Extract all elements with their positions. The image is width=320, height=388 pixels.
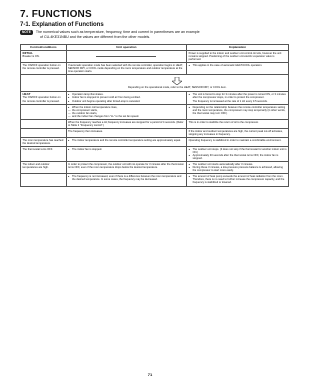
table-row — [21, 137, 289, 146]
explanation-bullet: ● This applies in the case of automatic HEAT/COOL operation. — [189, 64, 287, 67]
operation-bullet: ● The indoor fan is stopped. — [68, 148, 185, 151]
operation-dash-item: — the compressor starts, — [68, 109, 185, 112]
depending-text: Depending on the operational mode, refer to the HEAT, SENSOR DRY, or COOL item. — [127, 86, 227, 90]
explanation-text: The frequency is increased at the rate of 1 Hz every 0.5 seconds. — [192, 99, 268, 103]
explanation-text: This is in order to stabilize the return of oil to the compressor. — [187, 119, 289, 128]
note-model-text: of CU-4KE31NBU and the values are different from the other models. — [40, 34, 151, 39]
table-cell — [21, 51, 67, 63]
table-row — [21, 51, 289, 63]
operation-text: If automatic operation mode has been selected with the remote controller, operation begins in HEAT, SENSOR DRY, or COOL mode depending on the room temperature and outdoor temperature at the time operation starts. — [66, 63, 187, 75]
table-row — [21, 75, 289, 92]
mode-label-initial: INITIAL — [22, 51, 33, 56]
table-cell — [66, 104, 187, 119]
operation-dash-item: — and the indoor fan changes from "LL" to the set fan speed. — [68, 115, 185, 118]
table-row — [21, 92, 289, 104]
condition-text: The ON/OFF operation button on the remote controller is pressed. — [21, 63, 67, 75]
condition-text: The room temperature has reached the desired temperature. — [21, 137, 67, 146]
operation-text: When the frequency reaches a Hz,frequency increases are stopped for a period of 4 seconds. (Refer to Table 2 "Frequency control".) — [66, 119, 187, 128]
header-control: Control/conditions — [21, 45, 67, 51]
table-cell — [21, 75, 67, 92]
note-badge: NOTE — [22, 30, 31, 34]
header-unit-operation: Unit operation — [66, 45, 187, 51]
explanation-bullet: ● Approximately 30 seconds after the thermostat turns OFF, the indoor fan is stopped. — [189, 154, 287, 160]
table-cell — [21, 128, 67, 137]
table-row — [21, 162, 289, 174]
table-row — [21, 63, 289, 75]
header-explanation: Explanation — [187, 45, 289, 51]
table-cell — [187, 162, 289, 174]
table-row — [21, 119, 289, 128]
condition-text: The ON/OFF operation button on the remote controller is pressed. — [22, 96, 61, 103]
explanation-bullet: ● During these 3 minutes, a low-pressure pressure balance is achieved, allowing the compressor to start more easily. — [189, 166, 287, 172]
explanation-bullet: ● Depending on the relationship between the remote controller temperature setting and the room temperature, the compressor may stop temporarily (in other words, the thermostat may turn OFF.) — [189, 106, 287, 115]
explanation-bullet: ● The unit is forced to stop for 3 minutes after the power is turned ON, or 3 minutes after the compressor stops, in order to protect the compressor. — [189, 93, 287, 99]
condition-text: The indoor and outdoor temperatures are high. — [21, 162, 67, 174]
explanation-bullet: ● The amount of heat pump exceeds the amount of heat radiation from the room. Therefore, there is no need to further increase the compressor capacity, and the frequency is stabilized or lowered. — [189, 175, 287, 184]
functions-table — [20, 44, 289, 187]
operation-bullet: ● Operation lamp illuminates. — [68, 93, 185, 96]
table-cell — [21, 92, 67, 104]
explanation-bullet: ● The outdoor unit starts automatically after 3 minutes. — [189, 163, 287, 166]
table-cell — [21, 104, 67, 119]
table-row — [21, 147, 289, 162]
blank-line — [96, 56, 156, 57]
table-cell — [187, 174, 289, 186]
note-text: The numerical values such as temperature, frequency, time and current in parentheses are an example — [35, 30, 200, 35]
table-cell — [66, 174, 187, 186]
operation-dash-item: — the outdoor fan starts, — [68, 112, 185, 115]
operation-text: In order to protect the compressor, the outdoor unit will not operate for 3 minutes after the thermostat turns OFF, even if the room temperature drops below the desired temperature. — [66, 162, 187, 174]
condition-text: Breaker is ON. — [22, 55, 40, 59]
table-row — [21, 128, 289, 137]
page-title: 7. FUNCTIONS — [20, 9, 92, 20]
table-cell — [187, 92, 289, 104]
explanation-bullet: ● The outdoor unit stops. (It does not stop if the thermostat for another indoor unit is ON.) — [189, 148, 287, 154]
table-row — [21, 174, 289, 186]
table-cell — [66, 51, 187, 63]
table-cell — [187, 147, 289, 162]
table-cell — [187, 104, 289, 119]
page-number: 71 — [147, 372, 153, 377]
explanation-text: Operating frequency is stabilized in order to maintain a comfortable environment. — [187, 137, 289, 146]
table-cell — [187, 63, 289, 75]
condition-text: The thermostat turns OFF. — [21, 147, 67, 162]
table-cell — [21, 119, 67, 128]
table-cell — [21, 174, 67, 186]
section-subtitle: 7-1. Explanation of Functions — [20, 22, 104, 28]
operation-bullet: ● Outdoor unit begins operating after forced-stop is canceled. — [68, 100, 185, 103]
table-row — [21, 104, 289, 119]
mode-label-heat: HEAT — [22, 92, 31, 97]
operation-bullet: ● When the indoor coil temperature rises, — [68, 106, 185, 109]
down-arrow-icon — [172, 77, 182, 85]
operation-bullet: ● Indoor fan is stopped to prevent cold air from being emitted. — [68, 96, 185, 99]
table-cell — [66, 147, 187, 162]
operation-text: The frequency then increases. — [66, 128, 187, 137]
explanation-text: If the indoor and outdoor temperatures are high, the current peak cut-off activates, stopping any increases in frequency. — [187, 128, 289, 137]
table-cell — [66, 92, 187, 104]
table-cell — [66, 137, 187, 146]
note — [20, 30, 290, 39]
explanation-text: Power is supplied to the indoor and outdoor unit control circuits, however the unit remains stopped. Positioning of the outdoor unit electric expansion valve is performed. — [187, 51, 289, 63]
operation-bullet: ● The frequency is not increased, even if there is a difference between the room temperature and the desired temperature. In some cases, the frequency may be decreased. — [68, 175, 185, 181]
table-cell — [66, 75, 288, 92]
operation-bullet: ● The indoor temperature and the remote controller temperature setting are approximately equal. — [68, 139, 185, 142]
